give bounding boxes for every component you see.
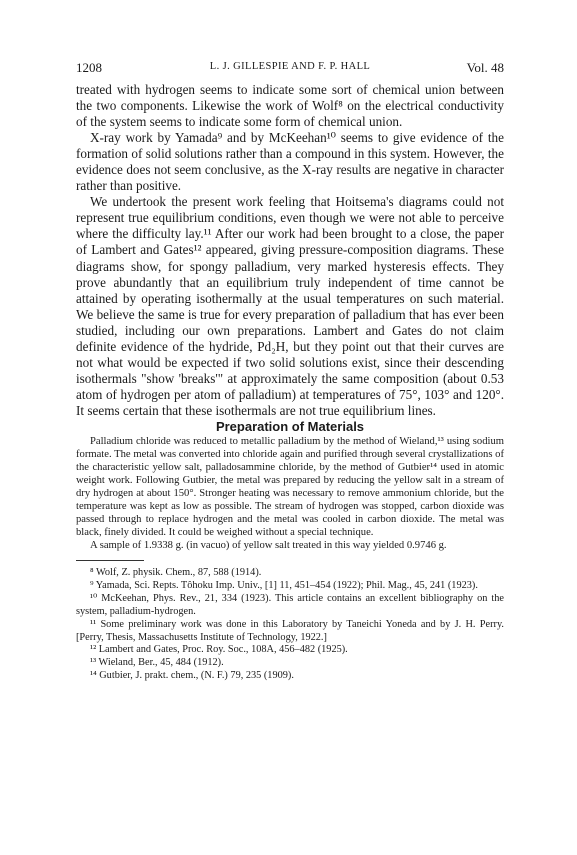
paragraph: We undertook the present work feeling that Hoitsema's diagrams could not represent true equilibrium conditions, even though we were not able to perceive where the difficulty lay.¹¹ After our work had been brought to a close, the paper of Lambert and Gates¹² appeared, giving pressure-composition diagrams. These diagrams show, for spongy palladium, very marked hysteresis effects. They prove abundantly that an equilibrium truly independent of time cannot be attained by operating isothermally at the usual temperatures on such material. We believe the same is true for every preparation of palladium that has ever been studied, including our own preparations. Lambert and Gates do not claim definite evidence of the hydride, Pd₂H, but they point out that their curves are not what would be expected if two solid solutions exist, since their descending isothermals "show 'breaks'" at approximately the same composition (about 0.53 atom of hydrogen per atom of palladium) at temperatures of 75°, 103° and 120°. It seems certain that these isothermals are not true equilibrium lines. — [76, 194, 504, 418]
footnote: ⁸ Wolf, Z. physik. Chem., 87, 588 (1914). — [90, 567, 262, 579]
article-body — [76, 82, 504, 683]
volume-label: Vol. 48 — [466, 60, 504, 75]
paragraph: X-ray work by Yamada⁹ and by McKeehan¹⁰ seems to give evidence of the formation of solid solutions rather than a compound in this system. However, the evidence does not seem conclusive, as the X-ray results are negative in character rather than positive. — [76, 130, 504, 194]
footnote: ¹⁰ McKeehan, Phys. Rev., 21, 334 (1923). This article contains an excellent bibliography on the system, palladium-hydrogen. — [76, 592, 504, 617]
footnote: ¹² Lambert and Gates, Proc. Roy. Soc., 108A, 456–482 (1925). — [90, 644, 348, 656]
small-paragraph: Palladium chloride was reduced to metallic palladium by the method of Wieland,¹³ using sodium formate. The metal was converted into chloride again and purified through several crystallizations of the characteristic yellow salt, palladosammine chloride, by the method of Gutbier¹⁴ used in atomic weight work. Following Gutbier, the metal was prepared by reducing the yellow salt in a stream of dry hydrogen at about 150°. Stronger heating was necessary to remove ammonium chloride, but the temperature was kept as low as possible. The stream of hydrogen was stopped, carbon dioxide was passed through to replace hydrogen and the metal was cooled in carbon dioxide. The metal was black, finely divided. It could be weighed without a special technique. — [76, 436, 504, 539]
footnote: ¹⁴ Gutbier, J. prakt. chem., (N. F.) 79, 235 (1909). — [90, 670, 294, 682]
page-header — [76, 60, 504, 80]
small-print-section — [76, 435, 504, 552]
section-heading: Preparation of Materials — [215, 418, 365, 434]
small-paragraph: A sample of 1.9338 g. (in vacuo) of yellow salt treated in this way yielded 0.9746 g. — [90, 540, 447, 552]
footnotes — [76, 567, 504, 683]
footnote: ⁹ Yamada, Sci. Repts. Tôhoku Imp. Univ., [1] 11, 451–454 (1922); Phil. Mag., 45, 241 (1923). — [90, 579, 478, 591]
running-head: L. J. GILLESPIE AND F. P. HALL — [209, 61, 371, 72]
paragraph: treated with hydrogen seems to indicate some sort of chemical union between the two components. Likewise the work of Wolf⁸ on the electrical conductivity of the system seems to indicate some form of chemical union. — [76, 82, 504, 130]
footnote: ¹¹ Some preliminary work was done in this Laboratory by Taneichi Yoneda and by J. H. Perry. [Perry, Thesis, Massachusetts Institute of Technology, 1922.] — [76, 618, 504, 643]
footnote-divider — [76, 560, 144, 561]
page-number: 1208 — [76, 60, 102, 75]
footnote: ¹³ Wieland, Ber., 45, 484 (1912). — [90, 657, 224, 669]
